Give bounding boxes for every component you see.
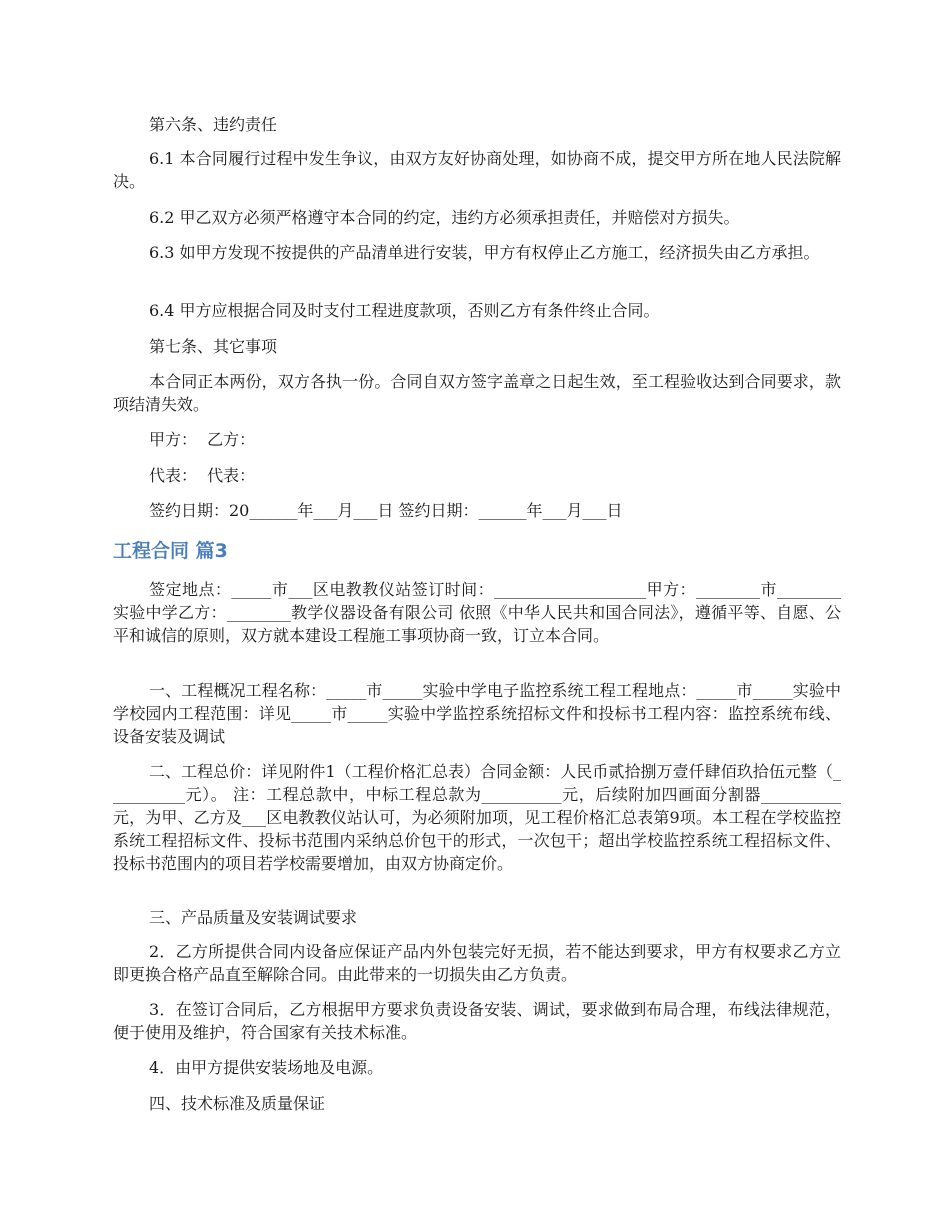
article-6-title: 第六条、违约责任	[149, 115, 278, 134]
project-overview: 一、工程概况工程名称：_____市_____实验中学电子监控系统工程工程地点：_____市_____实验中学校园内工程范围：详见_____市_____实验中学监控系统招标文件和投标书工程内容：监控系统布线、设备安装及调试	[113, 681, 841, 746]
section-heading: 工程合同 篇3	[113, 540, 228, 562]
clause-6-3: 6.3 如甲方发现不按提供的产品清单进行安装，甲方有权停止乙方施工，经济损失由乙方承担。	[149, 243, 820, 262]
quality-requirements-title: 三、产品质量及安装调试要求	[149, 908, 358, 927]
party-line: 甲方： 乙方：	[149, 430, 256, 449]
clause-6-1: 6.1 本合同履行过程中发生争议，由双方友好协商处理，如协商不成，提交甲方所在地人民法院解决。	[113, 149, 841, 191]
article-7-title: 第七条、其它事项	[149, 337, 278, 356]
clause-6-4: 6.4 甲方应根据合同及时支付工程进度款项，否则乙方有条件终止合同。	[149, 301, 660, 320]
contract-preamble: 签定地点：_____市___区电教教仪站签订时间：___________________甲方：________市________实验中学乙方：________教学仪器设备有限公司 依照《中华人民共和国合同法》，遵循平等、自愿、公平和诚信的原则，双方就本建设工程施工事项协商一致，订立本合同。	[113, 580, 841, 645]
representative-line: 代表： 代表：	[149, 466, 256, 485]
article-7-body: 本合同正本两份，双方各执一份。合同自双方签字盖章之日起生效，至工程验收达到合同要求，款项结清失效。	[113, 372, 841, 414]
requirement-3: 3．在签订合同后，乙方根据甲方要求负责设备安装、调试，要求做到布局合理，布线法律规范，便于使用及维护，符合国家有关技术标准。	[113, 1000, 841, 1042]
signing-date-line: 签约日期：20______年___月___日 签约日期：______年___月___日	[149, 501, 623, 520]
requirement-2: 2．乙方所提供合同内设备应保证产品内外包装完好无损，若不能达到要求，甲方有权要求乙方立即更换合格产品直至解除合同。由此带来的一切损失由乙方负责。	[113, 942, 841, 984]
clause-6-2: 6.2 甲乙双方必须严格遵守本合同的约定，违约方必须承担责任，并赔偿对方损失。	[149, 208, 740, 227]
requirement-4: 4．由甲方提供安装场地及电源。	[149, 1058, 384, 1077]
technical-standards-title: 四、技术标准及质量保证	[149, 1094, 326, 1113]
project-total-price: 二、工程总价：详见附件1（工程价格汇总表）合同金额：人民币贰拾捌万壹仟肆佰玖拾伍元整（__________元）。 注：工程总款中，中标工程总款为__________元，后续附加四画面分割器__________元，为甲、乙方及___区电教教仪站认可，为必须附加项，见工程价格汇总表第9项。本工程在学校监控系统工程招标文件、投标书范围内采纳总价包干的形式，一次包干；超出学校监控系统工程招标文件、投标书范围内的项目若学校需要增加，由双方协商定价。	[113, 762, 841, 873]
